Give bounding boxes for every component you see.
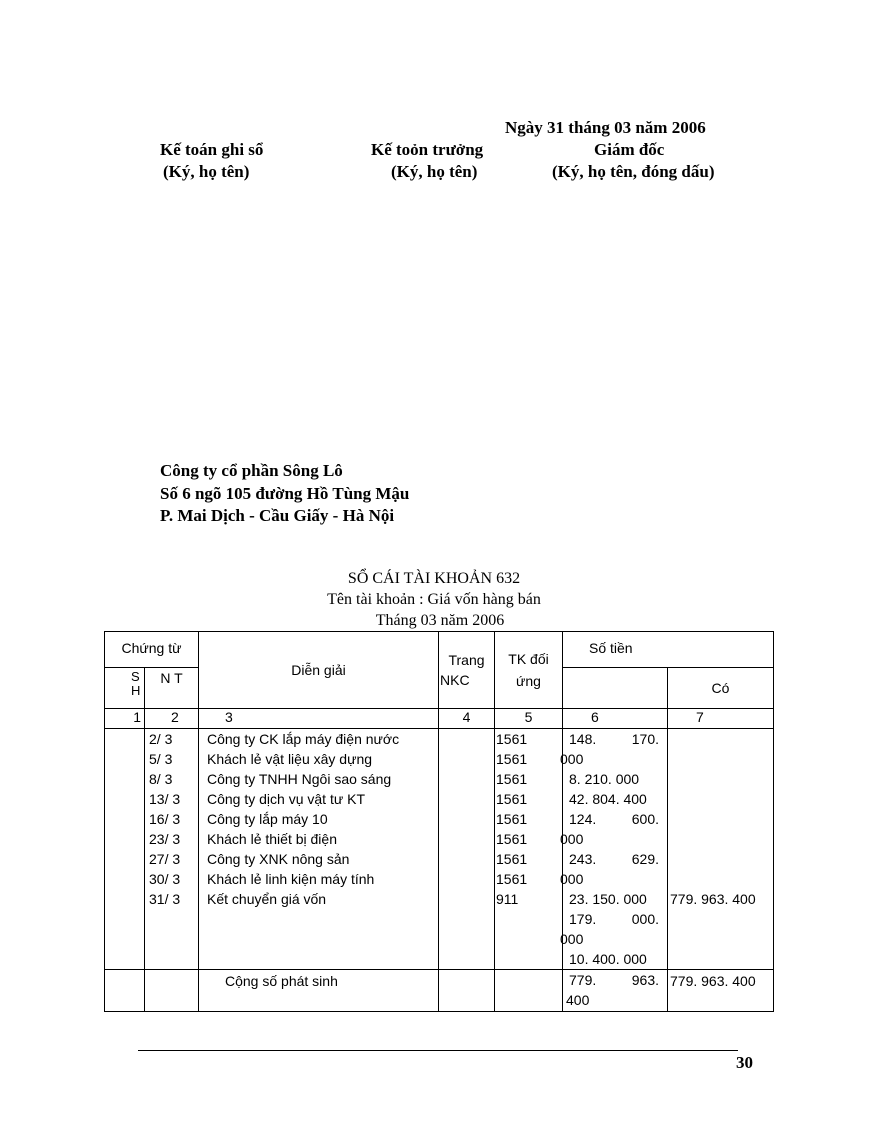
entry-tk: 1561: [496, 871, 528, 887]
header-trang: Trang: [448, 652, 485, 668]
extra-debit-part-b: 000.: [631, 911, 659, 927]
col-num-1: 1: [105, 709, 145, 729]
entry-credit: [668, 729, 773, 749]
entry-debit: [563, 729, 667, 749]
entry-description: Khách lẻ linh kiện máy tính: [207, 871, 375, 887]
entry-date: 2/ 3: [149, 731, 173, 747]
header-no: [563, 668, 668, 709]
role-director-title: Giám đốc: [594, 140, 665, 159]
entry-debit: [563, 769, 667, 789]
entry-tk: 1561: [496, 811, 528, 827]
total-credit: 779. 963. 400: [668, 970, 774, 1012]
entry-debit: [560, 869, 667, 889]
role-accountant-note: (Ký, họ tên): [163, 162, 250, 181]
header-nkc: NKC: [440, 672, 470, 688]
entries-descriptions: [199, 729, 439, 970]
total-trang: [439, 970, 495, 1012]
entry-debit: [563, 849, 667, 869]
ledger-title: SỔ CÁI TÀI KHOẢN 632: [347, 570, 521, 587]
entry-debit-part-a: 243.: [569, 851, 597, 867]
column-number-row: [105, 709, 774, 729]
entry-date: 13/ 3: [149, 791, 181, 807]
entry-debit-part-a: 42. 804. 400: [569, 791, 647, 807]
entry-description: Khách lẻ vật liệu xây dựng: [207, 751, 373, 767]
entry-date: 27/ 3: [149, 851, 181, 867]
entry-debit-part-b: 600.: [631, 811, 659, 827]
entry-credit: [668, 849, 773, 869]
header-so-hieu-text: S H: [131, 669, 141, 698]
col-num-6: 6: [563, 709, 668, 729]
extra-debit: [563, 909, 667, 929]
header-trang-nkc: [439, 632, 495, 709]
entry-description: Công ty XNK nông sản: [207, 851, 350, 867]
entry-debit-part-a: 23. 150. 000: [569, 891, 647, 907]
header-tk-doi-ung: [495, 632, 563, 709]
role-accountant-title: Kế toán ghi sổ: [160, 140, 264, 159]
entry-date: 16/ 3: [149, 811, 181, 827]
total-debit-part-b: 963.: [631, 972, 659, 988]
entry-debit: [560, 749, 667, 769]
total-ngay: [145, 970, 199, 1012]
header-ung: ứng: [516, 673, 541, 689]
entry-credit: [668, 829, 773, 849]
entries-row: [105, 729, 774, 970]
total-debit-part-a: 779.: [569, 972, 597, 988]
entry-description: Công ty CK lắp máy điện nước: [207, 731, 400, 747]
entries-trang: [439, 729, 495, 970]
entry-debit-part-b: 629.: [631, 851, 659, 867]
header-tk-doi: TK đối: [508, 651, 549, 667]
col-num-2: 2: [145, 709, 199, 729]
entry-credit: [668, 769, 773, 789]
header-so-hieu: [105, 668, 145, 709]
entry-credit: [668, 809, 773, 829]
total-debit: [563, 970, 668, 1012]
entry-debit: [563, 809, 667, 829]
entries-debit: [560, 729, 668, 970]
company-address-line2: P. Mai Dịch - Cầu Giấy - Hà Nội: [160, 506, 395, 525]
entry-credit: [668, 869, 773, 889]
entry-credit: [668, 749, 773, 769]
header-so-tien: Số tiền: [563, 632, 774, 668]
entries-so-hieu: [105, 729, 145, 970]
entry-date: 8/ 3: [149, 771, 173, 787]
extra-debit-part-a: 000: [560, 931, 584, 947]
entries-credit: [668, 729, 774, 970]
total-row: [105, 970, 774, 1012]
total-label: Cộng số phát sinh: [199, 970, 439, 1012]
extra-debit: [563, 949, 667, 969]
col-num-7: 7: [668, 709, 774, 729]
entry-description: Khách lẻ thiết bị điện: [207, 831, 337, 847]
entries-tk: [495, 729, 563, 970]
entry-credit: 779. 963. 400: [670, 891, 756, 907]
entry-debit: [563, 889, 667, 909]
header-ngay: N T: [145, 668, 199, 709]
entry-date: 30/ 3: [149, 871, 181, 887]
total-tk: [495, 970, 563, 1012]
entry-description: Công ty lắp máy 10: [207, 811, 328, 827]
entry-debit-part-a: 8. 210. 000: [569, 771, 640, 787]
entry-tk: 1561: [496, 751, 528, 767]
company-name: Công ty cổ phần Sông Lô: [160, 461, 343, 480]
entry-date: 31/ 3: [149, 891, 181, 907]
entry-description: Công ty dịch vụ vật tư KT: [207, 791, 365, 807]
entry-debit-part-a: 148.: [569, 731, 597, 747]
entry-debit-part-a: 000: [560, 751, 584, 767]
entry-tk: 1561: [496, 831, 528, 847]
entry-debit: [563, 789, 667, 809]
total-so-hieu: [105, 970, 145, 1012]
footer-rule: [138, 1050, 738, 1051]
entry-description: Công ty TNHH Ngôi sao sáng: [207, 771, 392, 787]
page-number: 30: [736, 1053, 753, 1072]
entry-tk: 911: [496, 891, 519, 907]
role-director-note: (Ký, họ tên, đóng dấu): [552, 162, 715, 181]
date-line: Ngày 31 tháng 03 năm 2006: [505, 118, 706, 137]
col-num-5: 5: [495, 709, 563, 729]
header-chung-tu: Chứng từ: [105, 632, 199, 668]
total-debit-part-c: 400: [566, 992, 590, 1008]
entry-tk: 1561: [496, 771, 528, 787]
header-dien-giai: Diễn giải: [199, 632, 439, 709]
col-num-3: 3: [199, 709, 439, 729]
ledger-account-name: Tên tài khoản : Giá vốn hàng bán: [327, 591, 541, 608]
entry-debit-part-a: 124.: [569, 811, 597, 827]
entry-description: Kết chuyển giá vốn: [207, 891, 327, 907]
entry-credit: [668, 789, 773, 809]
entry-debit-part-b: 170.: [631, 731, 659, 747]
entries-dates: [145, 729, 199, 970]
company-address-line1: Số 6 ngõ 105 đường Hồ Tùng Mậu: [160, 484, 410, 503]
entry-date: 23/ 3: [149, 831, 181, 847]
extra-debit-part-a: 179.: [569, 911, 597, 927]
role-chief-accountant-title: Kế toỏn trưởng: [371, 140, 484, 159]
extra-debit-part-a: 10. 400. 000: [569, 951, 647, 967]
entry-date: 5/ 3: [149, 751, 173, 767]
entry-tk: 1561: [496, 731, 528, 747]
extra-debit: [560, 929, 667, 949]
role-chief-accountant-note: (Ký, họ tên): [391, 162, 478, 181]
ledger-period: Tháng 03 năm 2006: [375, 612, 505, 629]
entry-debit: [560, 829, 667, 849]
ledger-table: [104, 631, 774, 1012]
header-co: Có: [668, 668, 774, 709]
col-num-4: 4: [439, 709, 495, 729]
entry-debit-part-a: 000: [560, 871, 584, 887]
entry-debit-part-a: 000: [560, 831, 584, 847]
entry-tk: 1561: [496, 851, 528, 867]
entry-tk: 1561: [496, 791, 528, 807]
